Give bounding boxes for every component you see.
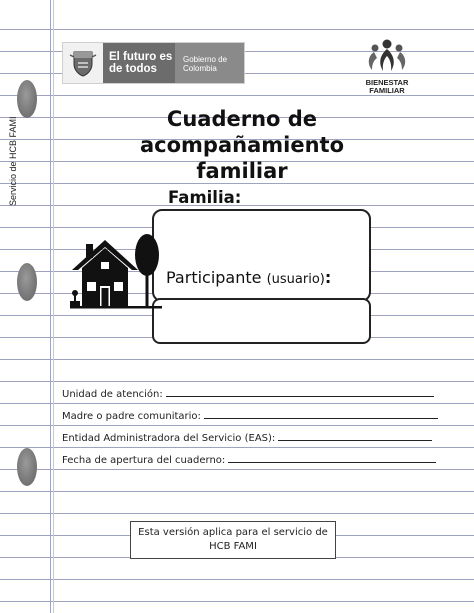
participante-label <box>166 268 331 287</box>
icbf-line-1: BIENESTAR <box>365 78 409 87</box>
unidad-field[interactable] <box>166 396 434 397</box>
familia-label: Familia: <box>168 188 242 207</box>
colombia-shield-icon <box>63 43 103 83</box>
document-title: Cuaderno de acompañamiento familiar <box>140 107 344 183</box>
form-row-fecha <box>62 444 442 466</box>
icbf-line-2: FAMILIAR <box>369 86 405 95</box>
form-row-madre <box>62 400 442 422</box>
unidad-label: Unidad de atención: <box>62 389 163 400</box>
entidad-field[interactable] <box>278 440 432 441</box>
participante-colon: : <box>324 268 332 287</box>
government-logo <box>62 42 245 84</box>
madre-label: Madre o padre comunitario: <box>62 411 201 422</box>
bienestar-familiar-emblem-icon <box>362 38 412 74</box>
form-row-unidad <box>62 378 442 400</box>
gov-slogan: El futuro es de todos <box>103 43 175 83</box>
participante-text: Participante <box>166 268 262 287</box>
participante-box[interactable] <box>152 298 371 344</box>
fecha-field[interactable] <box>228 462 436 463</box>
entidad-label: Entidad Administradora del Servicio (EAS): <box>62 433 276 444</box>
margin-line-secondary <box>53 0 54 613</box>
fecha-label: Fecha de apertura del cuaderno: <box>62 455 226 466</box>
binder-hole-3 <box>17 448 37 486</box>
madre-field[interactable] <box>204 418 438 419</box>
house-icon <box>70 230 162 310</box>
participante-sub: (usuario) <box>266 272 325 287</box>
icbf-text <box>362 79 412 95</box>
margin-line <box>50 0 51 613</box>
form-row-entidad <box>62 422 442 444</box>
version-note: Esta versión aplica para el servicio de HCB FAMI <box>130 521 336 559</box>
binder-hole-2 <box>17 263 37 301</box>
familia-box[interactable] <box>152 209 371 302</box>
side-label: Servicio de HCB FAMI <box>8 116 18 206</box>
info-form <box>62 378 442 466</box>
gov-name: Gobierno de Colombia <box>175 43 244 83</box>
icbf-logo <box>362 38 412 94</box>
